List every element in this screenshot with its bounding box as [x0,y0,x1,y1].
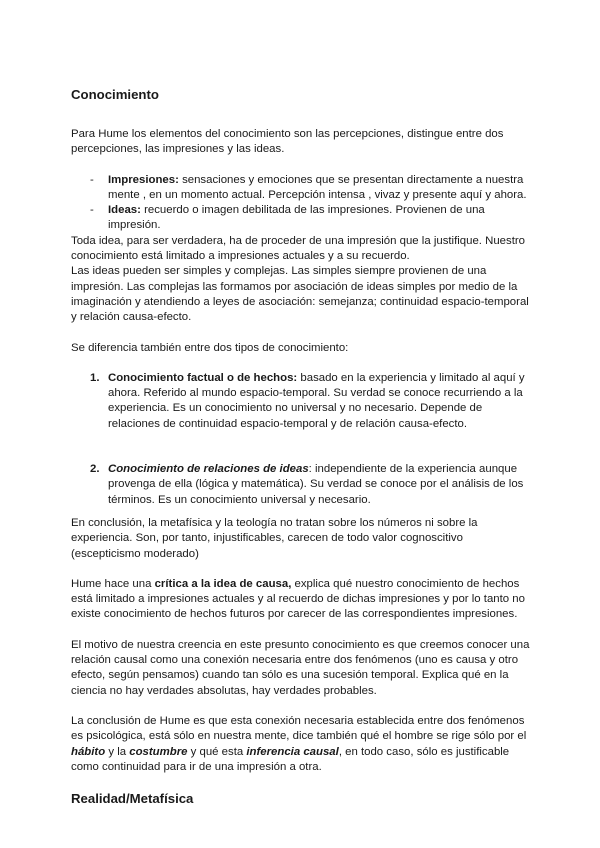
term-relaciones-de-ideas: Conocimiento de relaciones de ideas [108,463,309,476]
section-title-realidad-metafisica: Realidad/Metafísica [71,791,194,807]
final-paragraph [71,714,533,775]
definition-relaciones-de-ideas: : independiente de la experiencia aunque provenga de ella (lógica y matemática). Su verdad se conoce por el análisis de los términos. Es un conocimiento universal y necesario. [108,463,524,506]
types-intro-paragraph: Se diferencia también entre dos tipos de conocimiento: [71,341,349,354]
term-conocimiento-factual: Conocimiento factual o de hechos: [108,371,298,384]
list-marker: - [90,173,94,186]
list-marker: - [90,204,94,217]
causa-text-post: explica qué nuestro conocimiento de hechos está limitado a impresiones actuales y al recuerdo de dichas impresiones y por lo tanto no existe conocimiento de hechos futuros por carecer de las correspondientes impresiones. [71,577,525,621]
perception-list [71,173,533,234]
final-text-mid1: y la [105,745,130,758]
list-item [71,371,533,432]
intro-paragraph: Para Hume los elementos del conocimiento son las percepciones, distingue entre dos percepciones, las impresiones y las ideas. [71,128,504,156]
motivo-paragraph: El motivo de nuestra creencia en este presunto conocimiento es que creemos conocer una relación causal como una conexión necesaria entre dos fenómenos (uno es causa y otro efecto, según pensamos) cuando tan sólo es una sucesión temporal. Explica qué en la ciencia no hay verdades absolutas, hay verdades probables. [71,638,530,697]
list-number: 2. [90,463,100,476]
term-inferencia-causal: inferencia causal [246,745,339,758]
final-text-pre: La conclusión de Hume es que esta conexión necesaria establecida entre dos fenómenos es psicológica, está sólo en nuestra mente, dice también qué el hombre se rige sólo por el [71,714,527,743]
knowledge-types-list [71,371,533,508]
list-number: 1. [90,371,100,384]
causa-paragraph [71,577,533,623]
final-text-mid2: y qué esta [187,745,247,758]
section-title-conocimiento: Conocimiento [71,87,159,102]
definition-ideas: recuerdo o imagen debilitada de las impresiones. Provienen de una impresión. [108,204,485,232]
causa-text-pre: Hume hace una [71,577,155,590]
term-costumbre: costumbre [129,745,188,758]
idea-paragraph: Toda idea, para ser verdadera, ha de proceder de una impresión que la justifique. Nuestro conocimiento está limitado a impresiones actuales y a su recuerdo. [71,234,526,263]
term-habito: hábito [71,745,106,758]
list-item [71,203,533,234]
term-impresiones: Impresiones: [108,173,179,186]
document-body [71,86,533,808]
list-item [71,462,533,508]
term-ideas: Ideas: [108,204,141,217]
conclusion-paragraph: En conclusión, la metafísica y la teología no tratan sobre los números ni sobre la experiencia. Son, por tanto, injustificables, carecen de todo valor cognoscitivo (escepticismo moderado) [71,516,478,560]
definition-conocimiento-factual: basado en la experiencia y limitado al aquí y ahora. Referido al mundo espacio-temporal. Su verdad se conoce recurriendo a la experiencia. Es un conocimiento no universal y no necesario. Depende de relaciones de continuidad espacio-temporal y de relación causa-efecto. [108,371,525,430]
simple-complex-paragraph: Las ideas pueden ser simples y complejas. Las simples siempre provienen de una impresión. Las complejas las formamos por asociación de ideas simples por medio de la imaginación y atendiendo a leyes de asociación: semejanza; continuidad espacio-temporal y relación causa-efecto. [71,265,529,324]
causa-emphasis: crítica a la idea de causa, [154,577,292,590]
list-item [71,173,533,204]
final-text-post: , en todo caso, sólo es justificable como continuidad para ir de una impresión a otra. [71,745,510,773]
definition-impresiones: sensaciones y emociones que se presentan directamente a nuestra mente , en un momento actual. Percepción intensa , vivaz y presente aquí y ahora. [108,173,527,201]
